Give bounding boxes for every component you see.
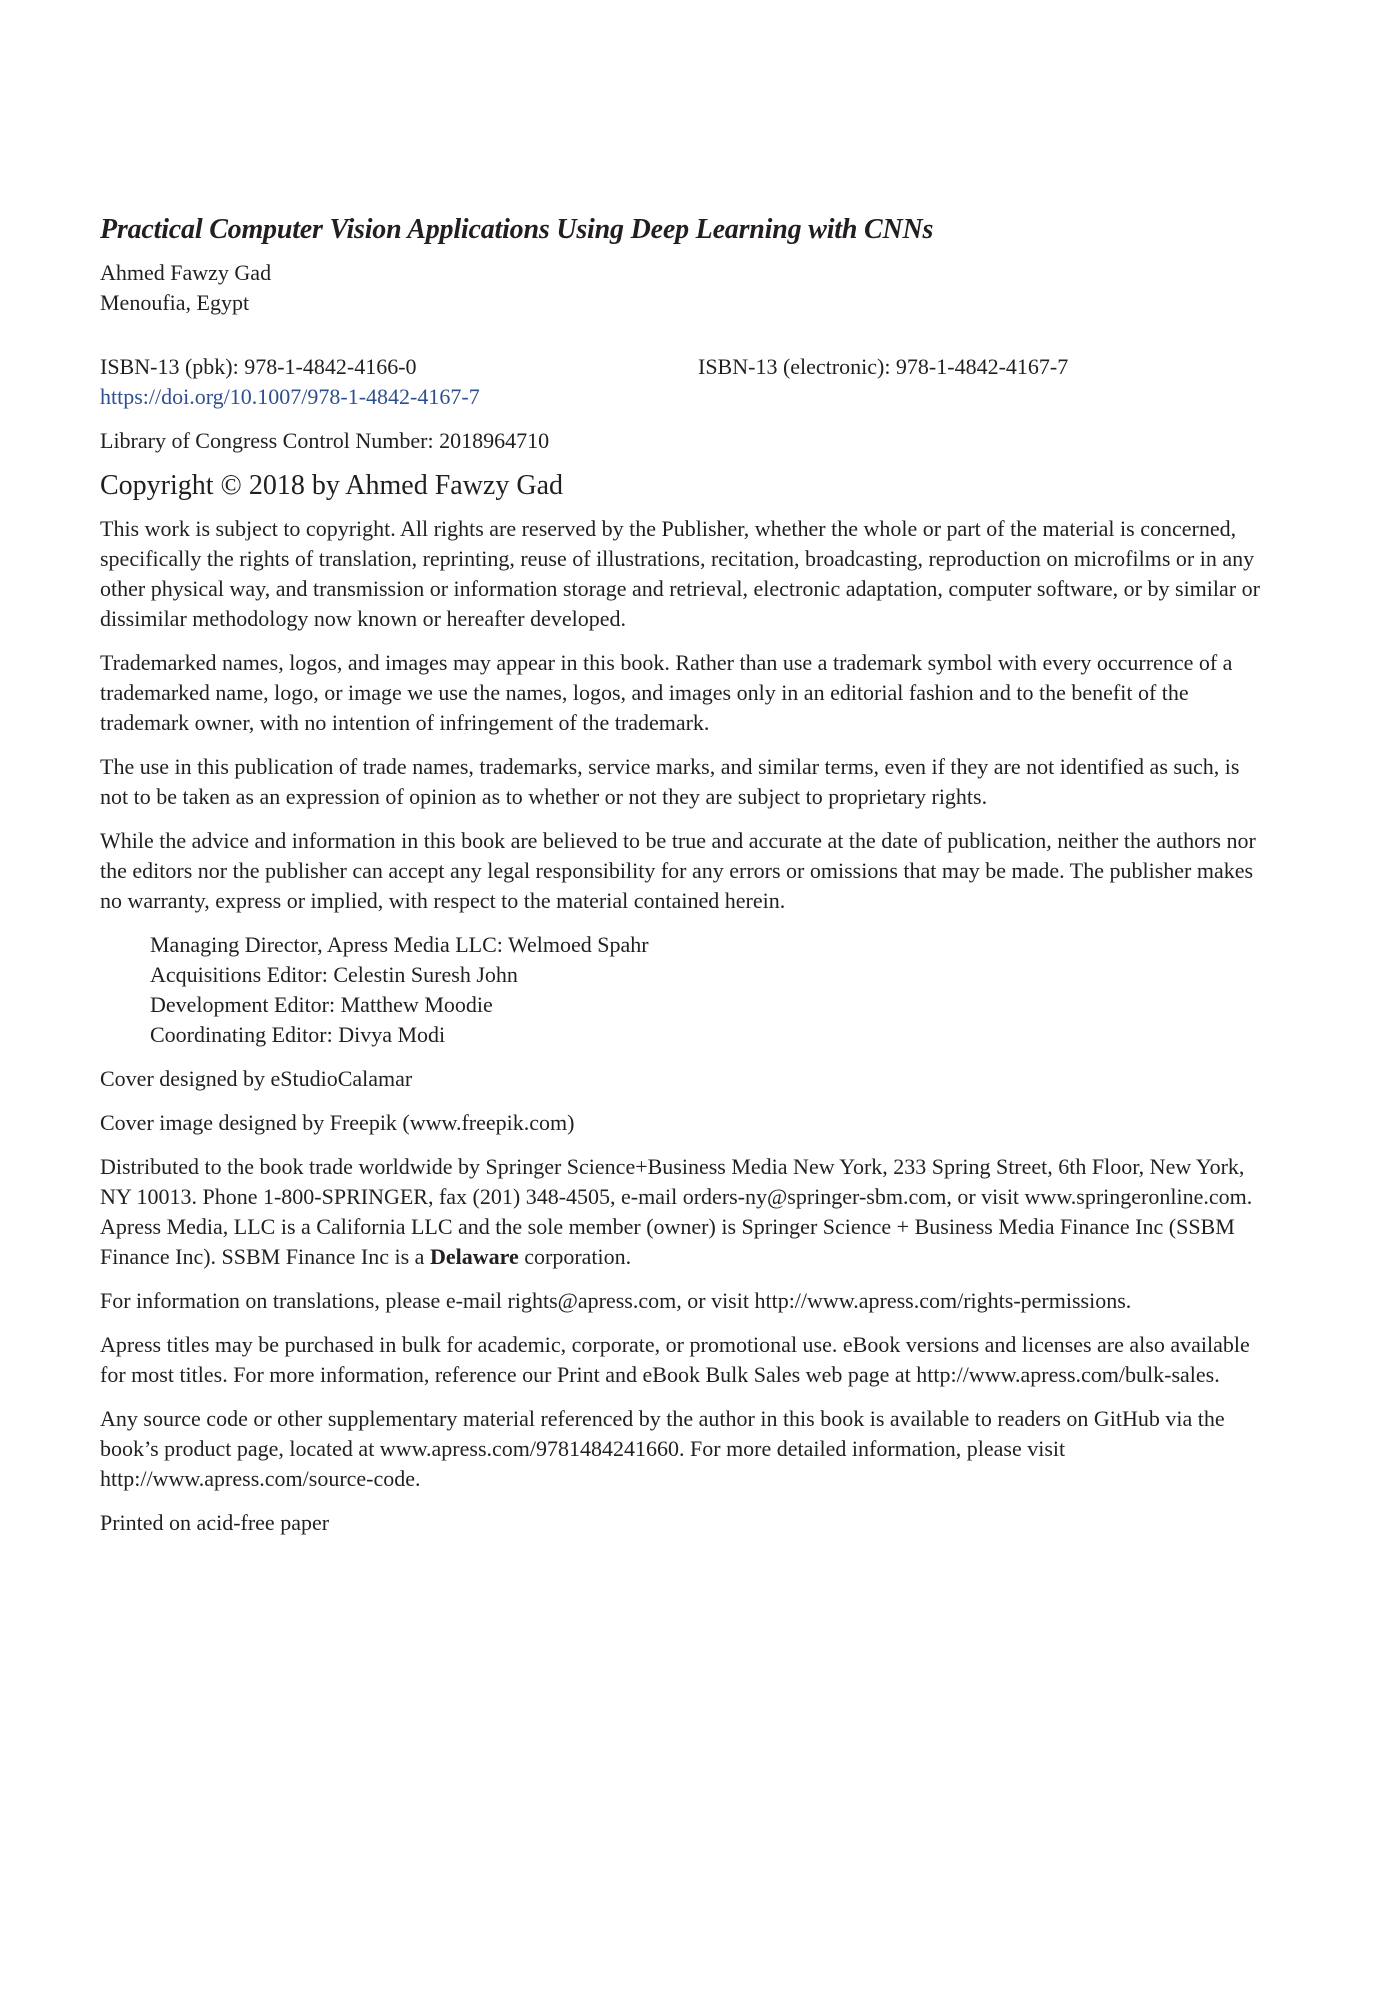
credit-managing-director: Managing Director, Apress Media LLC: Welmoed Spahr xyxy=(150,932,649,957)
cover-designed: Cover designed by eStudioCalamar xyxy=(100,1066,413,1091)
translations-paragraph: For information on translations, please e-mail rights@apress.com, or visit http://www.apress.com/rights-permissions. xyxy=(100,1288,1132,1313)
credit-coordinating-editor: Coordinating Editor: Divya Modi xyxy=(150,1022,446,1047)
author-name: Ahmed Fawzy Gad xyxy=(100,260,272,285)
isbn-electronic: ISBN-13 (electronic): 978-1-4842-4167-7 xyxy=(698,354,1069,379)
book-title: Practical Computer Vision Applications Using Deep Learning with CNNs xyxy=(100,214,934,245)
isbn-row xyxy=(100,352,1260,382)
credit-development-editor: Development Editor: Matthew Moodie xyxy=(150,992,493,1017)
distribution-text: Distributed to the book trade worldwide by Springer Science+Business Media New York, 233 Spring Street, 6th Floor, New York, NY 10013. Phone 1-800-SPRINGER, fax (201) 348-4505, e-mail orders-ny@springer-sbm.com, or visit www.springeronline.com. Apress Media, LLC is a California LLC and the sole member (owner) is Springer Science + Business Media Finance Inc (SSBM Finance Inc). SSBM Finance Inc is a xyxy=(100,1154,1253,1269)
rights-paragraph: This work is subject to copyright. All rights are reserved by the Publisher, whether the whole or part of the material is concerned, specifically the rights of translation, reprinting, reuse of illustrations, recitation, broadcasting, reproduction on microfilms or in any other physical way, and transmission or information storage and retrieval, electronic adaptation, computer software, or by similar or dissimilar methodology now known or hereafter developed. xyxy=(100,516,1260,631)
distribution-tail: corporation. xyxy=(518,1244,632,1269)
copyright-notice: Copyright © 2018 by Ahmed Fawzy Gad xyxy=(100,470,564,501)
distribution-bold: Delaware xyxy=(429,1244,519,1269)
bulk-sales-paragraph: Apress titles may be purchased in bulk for academic, corporate, or promotional use. eBook versions and licenses are also available for most titles. For more information, reference our Print and eBook Bulk Sales web page at http://www.apress.com/bulk-sales. xyxy=(100,1332,1250,1387)
copyright-page xyxy=(100,212,1260,1552)
distribution-paragraph xyxy=(100,1152,1260,1272)
printed-note: Printed on acid-free paper xyxy=(100,1510,330,1535)
credit-acquisitions-editor: Acquisitions Editor: Celestin Suresh John xyxy=(150,962,518,987)
disclaimer-paragraph: While the advice and information in this book are believed to be true and accurate at the date of publication, neither the authors nor the editors nor the publisher can accept any legal responsibility for any errors or omissions that may be made. The publisher makes no warranty, express or implied, with respect to the material contained herein. xyxy=(100,828,1256,913)
lccn: Library of Congress Control Number: 2018964710 xyxy=(100,428,550,453)
trademarks-paragraph: Trademarked names, logos, and images may appear in this book. Rather than use a trademark symbol with every occurrence of a trademarked name, logo, or image we use the names, logos, and images only in an editorial fashion and to the benefit of the trademark owner, with no intention of infringement of the trademark. xyxy=(100,650,1233,735)
trade-names-paragraph: The use in this publication of trade names, trademarks, service marks, and similar terms, even if they are not identified as such, is not to be taken as an expression of opinion as to whether or not they are subject to proprietary rights. xyxy=(100,754,1240,809)
doi-link[interactable]: https://doi.org/10.1007/978-1-4842-4167-7 xyxy=(100,384,480,409)
isbn-pbk: ISBN-13 (pbk): 978-1-4842-4166-0 xyxy=(100,354,417,379)
author-block xyxy=(100,258,1260,318)
source-code-paragraph: Any source code or other supplementary material referenced by the author in this book is available to readers on GitHub via the book’s product page, located at www.apress.com/9781484241660. For more detailed information, please visit http://www.apress.com/source-code. xyxy=(100,1406,1225,1491)
cover-image: Cover image designed by Freepik (www.freepik.com) xyxy=(100,1110,575,1135)
credits-list xyxy=(150,930,1260,1050)
author-location: Menoufia, Egypt xyxy=(100,290,250,315)
